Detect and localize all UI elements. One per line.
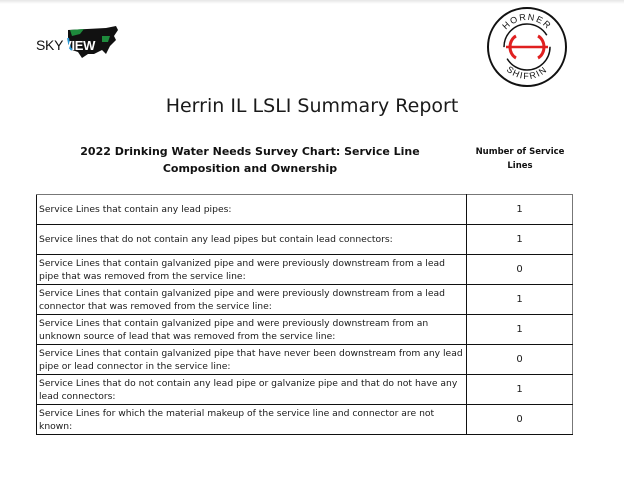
table-row	[37, 255, 573, 285]
row-count: 1	[467, 315, 573, 345]
table-row	[37, 345, 573, 375]
svg-text:HORNER: HORNER	[500, 11, 554, 32]
table-row	[37, 195, 573, 225]
table-row	[37, 225, 573, 255]
row-count: 0	[467, 405, 573, 435]
row-description: Service Lines for which the material makeup of the service line and connector are not known:	[37, 405, 467, 435]
table-row	[37, 285, 573, 315]
row-description: Service Lines that contain galvanized pipe and were previously downstream from a lead connector that was removed from the service line:	[37, 285, 467, 315]
logo-text-view: VIEW	[63, 38, 96, 53]
row-description: Service Lines that contain galvanized pipe and were previously downstream from a lead pipe that was removed from the service line:	[37, 255, 467, 285]
table-row	[37, 315, 573, 345]
row-description: Service Lines that do not contain any lead pipe or galvanize pipe and that do not have any lead connectors:	[37, 375, 467, 405]
row-count: 1	[467, 195, 573, 225]
row-description: Service lines that do not contain any lead pipes but contain lead connectors:	[37, 225, 467, 255]
horner-shifrin-logo	[486, 6, 568, 88]
logo-text-sky: SKY	[36, 37, 64, 53]
count-column-header: Number of Service Lines	[475, 147, 565, 171]
row-count: 1	[467, 225, 573, 255]
row-count: 0	[467, 345, 573, 375]
row-count: 1	[467, 285, 573, 315]
table-row	[37, 405, 573, 435]
service-line-table	[36, 194, 573, 435]
skyview-logo	[36, 24, 126, 60]
report-title: Herrin IL LSLI Summary Report	[165, 95, 459, 117]
row-description: Service Lines that contain galvanized pipe that have never been downstream from any lead pipe or lead connector in the service line:	[37, 345, 467, 375]
row-count: 0	[467, 255, 573, 285]
row-count: 1	[467, 375, 573, 405]
chart-subtitle: 2022 Drinking Water Needs Survey Chart: Service Line Composition and Ownership	[80, 145, 420, 175]
table-row	[37, 375, 573, 405]
row-description: Service Lines that contain any lead pipes:	[37, 195, 467, 225]
svg-text:SHIFRIN: SHIFRIN	[504, 64, 550, 82]
page-top-shadow	[0, 0, 624, 4]
row-description: Service Lines that contain galvanized pipe and were previously downstream from an unknown source of lead that was removed from the service line:	[37, 315, 467, 345]
